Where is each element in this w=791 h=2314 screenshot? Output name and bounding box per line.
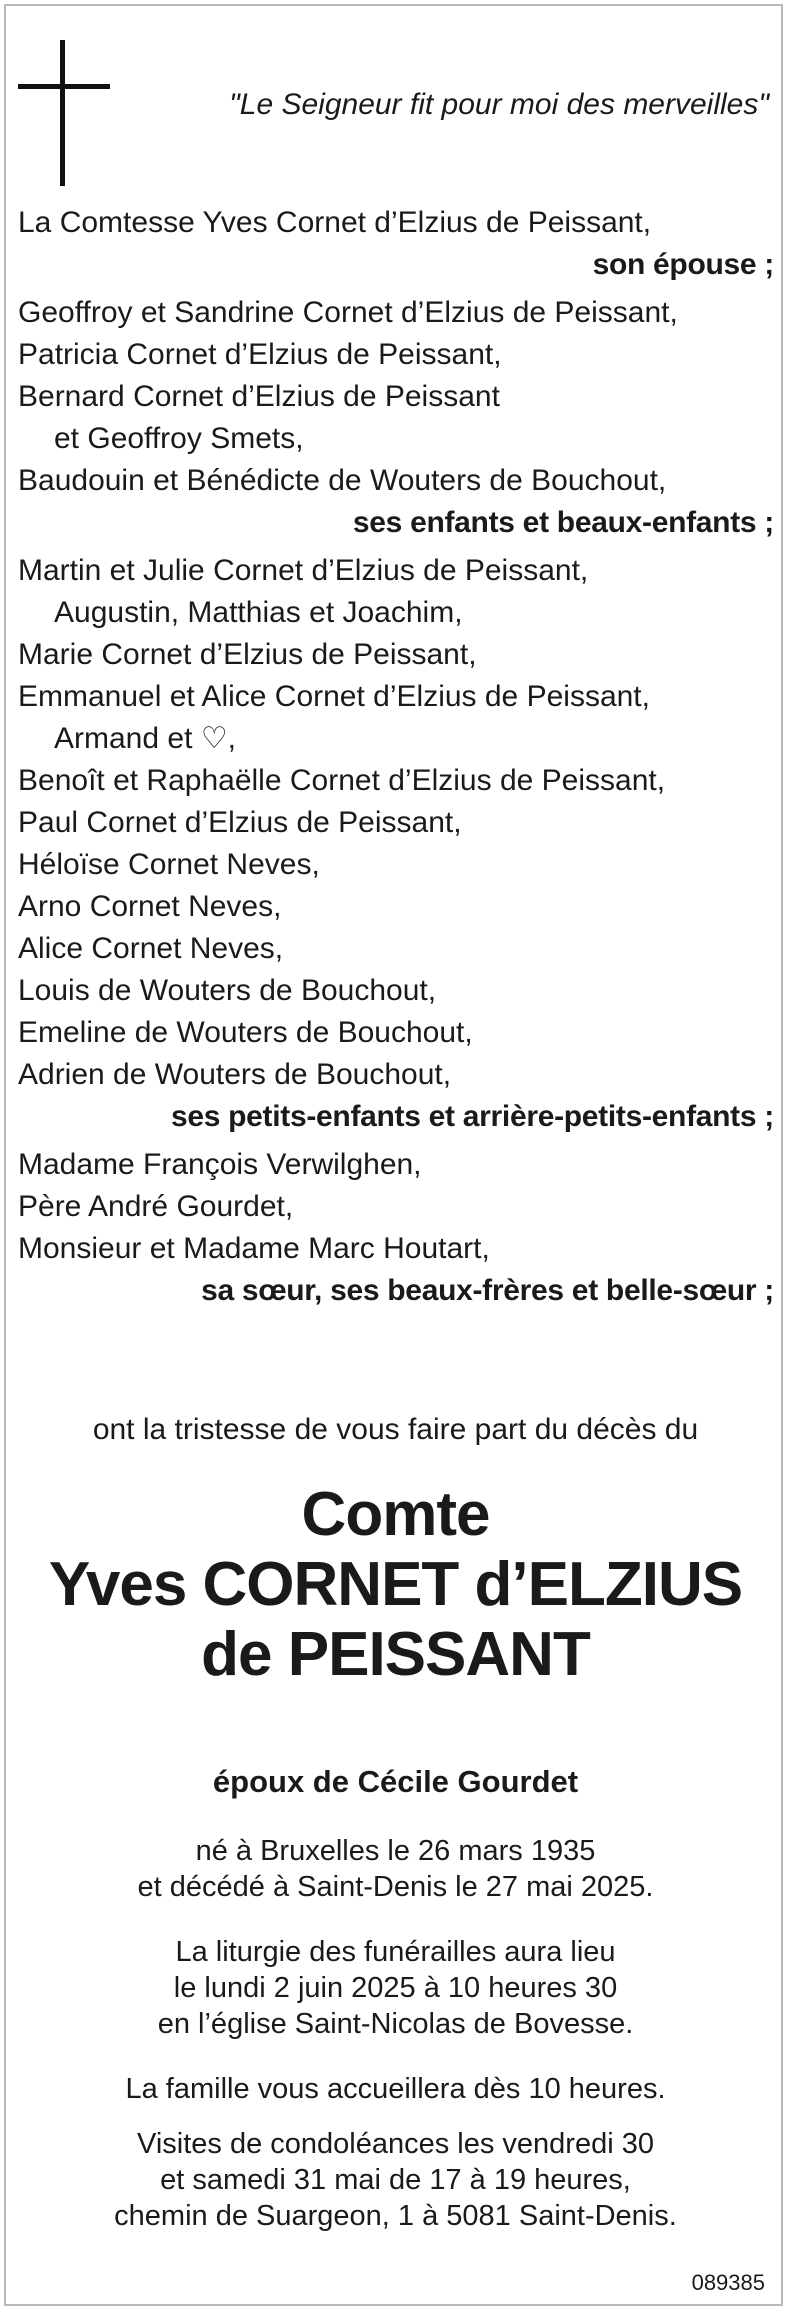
- relation-label: son épouse ;: [592, 248, 774, 281]
- funeral-info: [0, 1934, 791, 2042]
- family-line: Baudouin et Bénédicte de Wouters de Bouchout,: [18, 464, 667, 497]
- motto: "Le Seigneur fit pour moi des merveilles": [229, 88, 769, 121]
- family-line: Marie Cornet d’Elzius de Peissant,: [18, 638, 477, 671]
- text-line: le lundi 2 juin 2025 à 10 heures 30: [173, 1972, 618, 2004]
- family-line: Martin et Julie Cornet d’Elzius de Peissant,: [18, 554, 589, 587]
- family-line: Bernard Cornet d’Elzius de Peissant: [18, 380, 500, 413]
- family-line: Madame François Verwilghen,: [18, 1148, 422, 1181]
- relation-label: ses enfants et beaux-enfants ;: [352, 506, 774, 539]
- family-line: Héloïse Cornet Neves,: [18, 848, 320, 881]
- text-line: et samedi 31 mai de 17 à 19 heures,: [160, 2164, 631, 2196]
- family-line: La Comtesse Yves Cornet d’Elzius de Peissant,: [18, 206, 652, 239]
- text-line: La liturgie des funérailles aura lieu: [175, 1936, 616, 1968]
- family-line: Arno Cornet Neves,: [18, 890, 282, 923]
- deceased-name-line: Yves CORNET d’ELZIUS: [48, 1550, 743, 1619]
- announcement: ont la tristesse de vous faire part du décès du: [92, 1413, 699, 1446]
- family-line: Paul Cornet d’Elzius de Peissant,: [18, 806, 462, 839]
- deceased-title: Comte: [301, 1480, 490, 1549]
- family-list: [18, 202, 774, 1312]
- family-line: Augustin, Matthias et Joachim,: [54, 596, 463, 629]
- text-line: et décédé à Saint-Denis le 27 mai 2025.: [137, 1871, 654, 1903]
- reference-number: 089385: [691, 2270, 765, 2295]
- family-line: Monsieur et Madame Marc Houtart,: [18, 1232, 490, 1265]
- family-line: Emmanuel et Alice Cornet d’Elzius de Peissant,: [18, 680, 650, 713]
- family-line: Louis de Wouters de Bouchout,: [18, 974, 437, 1007]
- text-line: en l’église Saint-Nicolas de Bovesse.: [157, 2008, 634, 2040]
- spouse-of: époux de Cécile Gourdet: [212, 1764, 579, 1799]
- family-line: Patricia Cornet d’Elzius de Peissant,: [18, 338, 502, 371]
- relation-label: sa sœur, ses beaux-frères et belle-sœur ;: [201, 1274, 774, 1307]
- family-line: Emeline de Wouters de Bouchout,: [18, 1016, 473, 1049]
- family-line: Benoît et Raphaëlle Cornet d’Elzius de Peissant,: [18, 764, 666, 797]
- family-line: Geoffroy et Sandrine Cornet d’Elzius de Peissant,: [18, 296, 678, 329]
- deceased-name: [0, 1480, 791, 1690]
- birth-death: [0, 1833, 791, 1905]
- text-line: chemin de Suargeon, 1 à 5081 Saint-Denis.: [114, 2200, 677, 2232]
- family-line: Adrien de Wouters de Bouchout,: [18, 1058, 452, 1091]
- cross-icon: [18, 40, 110, 186]
- deceased-name-line: de PEISSANT: [201, 1620, 590, 1689]
- family-line: Alice Cornet Neves,: [18, 932, 284, 965]
- relation-label: ses petits-enfants et arrière-petits-enfants ;: [170, 1100, 774, 1133]
- family-line: Père André Gourdet,: [18, 1190, 294, 1223]
- reception-info: La famille vous accueillera dès 10 heures.: [125, 2073, 666, 2105]
- family-line: Armand et ♡,: [54, 722, 236, 755]
- family-line: et Geoffroy Smets,: [54, 422, 304, 455]
- text-line: né à Bruxelles le 26 mars 1935: [195, 1835, 596, 1867]
- visits-info: [0, 2126, 791, 2234]
- text-line: Visites de condoléances les vendredi 30: [137, 2128, 654, 2160]
